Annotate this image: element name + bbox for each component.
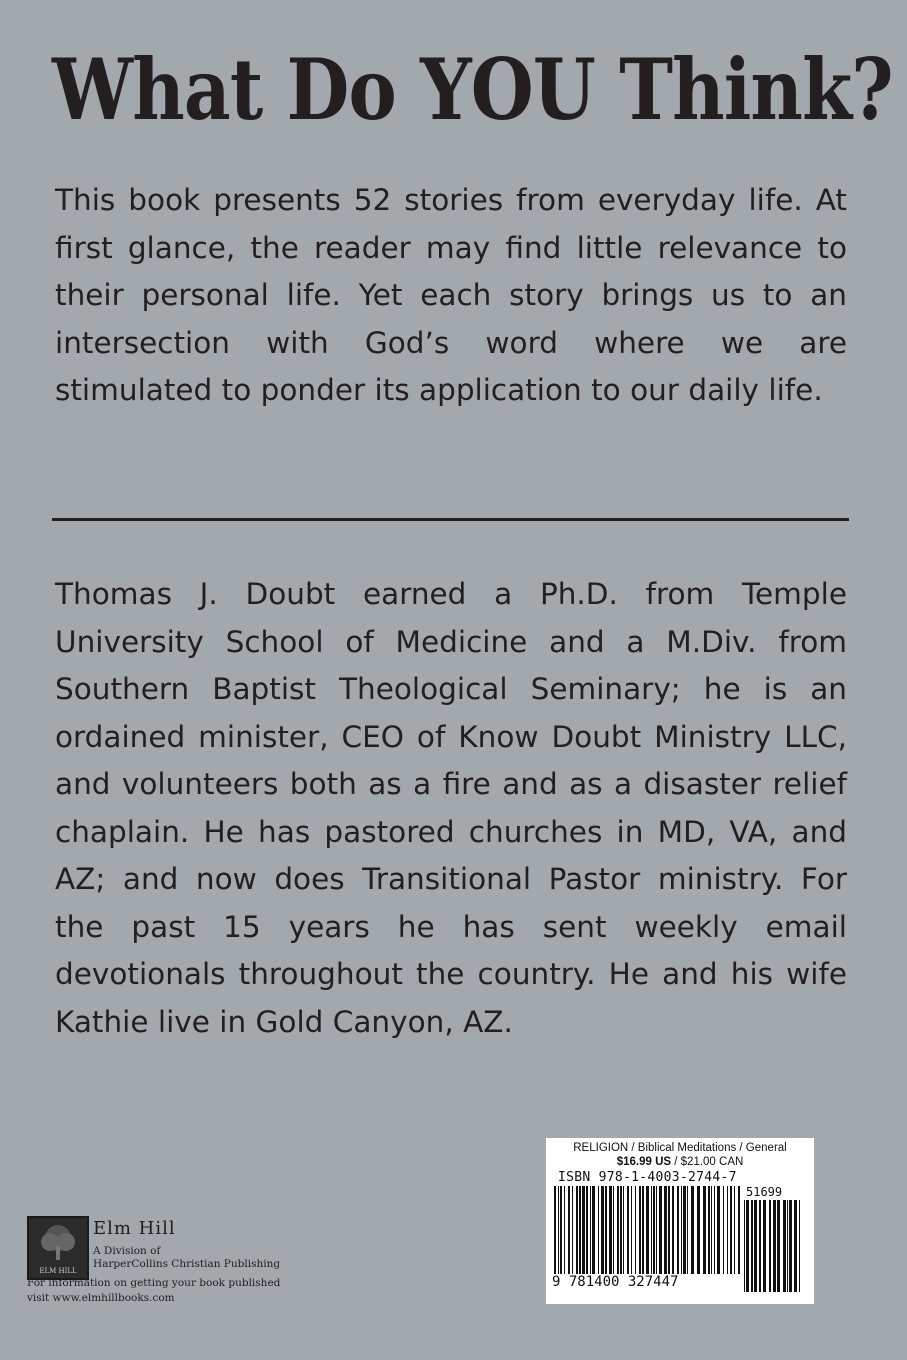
barcode-bar bbox=[582, 1186, 585, 1274]
barcode-bar bbox=[592, 1186, 595, 1274]
barcode-bar bbox=[708, 1186, 710, 1274]
barcode-price bbox=[546, 1156, 814, 1168]
barcode-bar bbox=[787, 1200, 788, 1292]
barcode-bar bbox=[754, 1200, 757, 1292]
barcode-bar bbox=[579, 1186, 581, 1274]
barcode-bar bbox=[714, 1186, 715, 1274]
barcode-bar bbox=[789, 1200, 792, 1292]
barcode-isbn: ISBN 978-1-4003-2744-7 bbox=[558, 1170, 737, 1185]
barcode-bar bbox=[744, 1200, 745, 1292]
barcode-bar bbox=[746, 1200, 749, 1292]
barcode-bar bbox=[734, 1186, 735, 1274]
barcode-bar bbox=[730, 1186, 732, 1274]
barcode-bar bbox=[683, 1186, 686, 1274]
price-us: $16.99 US bbox=[616, 1156, 672, 1168]
barcode-bar bbox=[653, 1186, 655, 1274]
barcode-addon: 51699 bbox=[746, 1185, 783, 1199]
publisher-info-line1: For information on getting your book published bbox=[27, 1277, 281, 1289]
barcode-bar bbox=[773, 1200, 776, 1292]
barcode-bar bbox=[586, 1186, 588, 1274]
barcode-bar bbox=[646, 1186, 649, 1274]
barcode-bars bbox=[552, 1186, 742, 1276]
barcode-bar bbox=[703, 1186, 706, 1274]
barcode-bar bbox=[576, 1186, 578, 1274]
barcode-bar bbox=[627, 1186, 629, 1274]
barcode-bar bbox=[656, 1186, 657, 1274]
barcode-bar bbox=[651, 1186, 652, 1274]
barcode-bar bbox=[783, 1200, 786, 1292]
divider bbox=[52, 518, 849, 521]
barcode-bar bbox=[769, 1200, 771, 1292]
barcode-bar bbox=[763, 1200, 766, 1292]
barcode-bar bbox=[738, 1186, 740, 1274]
barcode-bar bbox=[635, 1186, 636, 1274]
barcode-digits: 9 781400 327447 bbox=[552, 1274, 679, 1290]
barcode-bar bbox=[799, 1200, 800, 1292]
barcode-category: RELIGION / Biblical Meditations / General bbox=[573, 1142, 787, 1154]
barcode-bar bbox=[620, 1186, 622, 1274]
barcode-bar bbox=[560, 1186, 562, 1274]
barcode-bar bbox=[697, 1186, 700, 1274]
barcode-bar bbox=[613, 1186, 614, 1274]
barcode-bar bbox=[672, 1186, 674, 1274]
elm-hill-logo bbox=[27, 1216, 89, 1280]
barcode-bar bbox=[631, 1186, 632, 1274]
barcode-bar bbox=[681, 1186, 682, 1274]
barcode-bar bbox=[691, 1186, 694, 1274]
barcode-bar bbox=[558, 1186, 559, 1274]
book-title: What Do YOU Think? bbox=[52, 40, 893, 139]
publisher-info-line2: visit www.elmhillbooks.com bbox=[27, 1292, 175, 1304]
barcode-bar bbox=[677, 1186, 679, 1274]
price-can: / $21.00 CAN bbox=[671, 1156, 744, 1168]
book-description: This book presents 52 stories from everyday life. At first glance, the reader may find little relevance to their personal life. Yet each story brings us to an intersection with God’s word where we are stimulated to ponder its application to our daily life. bbox=[55, 183, 847, 407]
barcode-bar bbox=[777, 1200, 780, 1292]
barcode-bar bbox=[751, 1200, 753, 1292]
barcode-bar bbox=[554, 1186, 556, 1274]
barcode-bar bbox=[723, 1186, 724, 1274]
barcode-bar bbox=[605, 1186, 607, 1274]
barcode-box bbox=[546, 1138, 814, 1304]
barcode-bar bbox=[598, 1186, 599, 1274]
barcode-addon-bars bbox=[742, 1200, 808, 1292]
barcode-bar bbox=[617, 1186, 619, 1274]
publisher-division-line2: HarperCollins Christian Publishing bbox=[93, 1258, 281, 1270]
barcode-bar bbox=[717, 1186, 720, 1274]
barcode-bar bbox=[687, 1186, 688, 1274]
publisher-name: Elm Hill bbox=[93, 1218, 176, 1239]
barcode-bar bbox=[794, 1200, 797, 1292]
barcode-bar bbox=[639, 1186, 641, 1274]
barcode-bar bbox=[568, 1186, 570, 1274]
barcode-bar bbox=[623, 1186, 624, 1274]
barcode-bar bbox=[759, 1200, 761, 1292]
barcode-bar bbox=[590, 1186, 591, 1274]
barcode-bar bbox=[727, 1186, 728, 1274]
barcode-bar bbox=[609, 1186, 612, 1274]
barcode-bar bbox=[659, 1186, 662, 1274]
publisher-division-line1: A Division of bbox=[93, 1245, 161, 1257]
barcode-bar bbox=[711, 1186, 712, 1274]
barcode-bar bbox=[668, 1186, 670, 1274]
barcode-bar bbox=[664, 1186, 667, 1274]
barcode-bar bbox=[601, 1186, 604, 1274]
author-bio: Thomas J. Doubt earned a Ph.D. from Temple University School of Medicine and a M.Div. from Southern Baptist Theological Seminary; he is an ordained minister, CEO of Know Doubt Ministry LLC, and volunteers both as a fire and as a disaster relief chaplain. He has pastored churches in MD, VA, and AZ; and now does Transitional Pastor ministry. For the past 15 years he has sent weekly email devotionals throughout the country. He and his wife Kathie live in Gold Canyon, AZ. bbox=[55, 577, 847, 1039]
logo-text: ELM HILL bbox=[39, 1267, 77, 1275]
barcode-bar bbox=[564, 1186, 565, 1274]
barcode-bar bbox=[572, 1186, 573, 1274]
barcode-bar bbox=[642, 1186, 644, 1274]
